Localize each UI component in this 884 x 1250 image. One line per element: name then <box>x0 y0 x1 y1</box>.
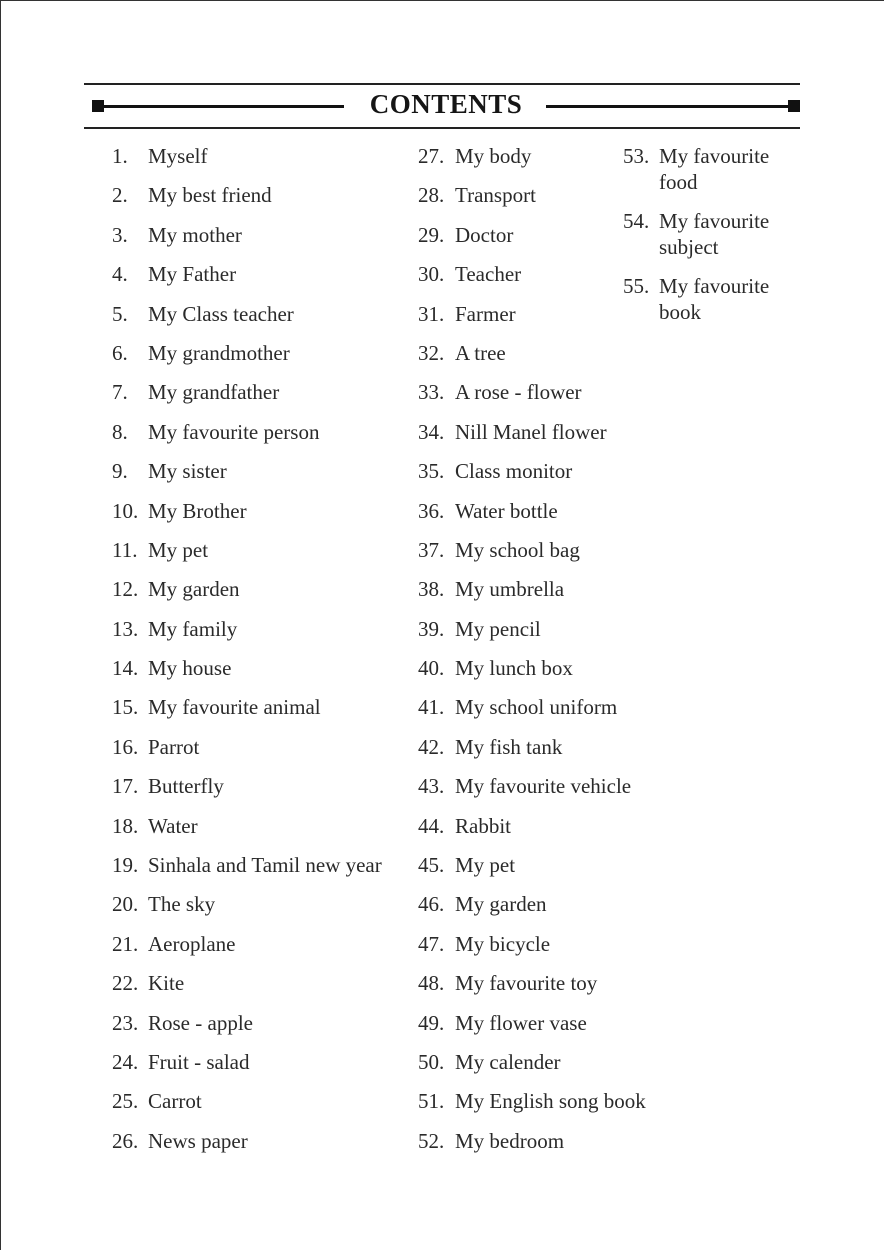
entry-label: My bedroom <box>455 1128 565 1153</box>
contents-entry <box>112 852 412 891</box>
entry-label: My favourite animal <box>148 695 321 720</box>
page-border-top <box>0 0 884 1</box>
contents-entry <box>418 616 668 655</box>
entry-label: My bicycle <box>455 931 551 956</box>
contents-entry <box>418 458 668 497</box>
entry-label: My mother <box>148 222 242 247</box>
entry-label: My school uniform <box>455 695 618 720</box>
entry-number: 5. <box>112 301 128 326</box>
contents-entry <box>112 616 412 655</box>
entry-number: 45. <box>418 853 445 878</box>
page-border-left <box>0 0 1 1250</box>
entry-number: 27. <box>418 144 445 168</box>
contents-entry <box>418 379 668 418</box>
contents-entry <box>418 970 668 1009</box>
contents-entry <box>112 1128 412 1167</box>
title-bar-right-cap <box>788 100 800 112</box>
contents-entry <box>418 1049 668 1088</box>
contents-entry <box>418 655 668 694</box>
entry-label: My Brother <box>148 498 247 523</box>
entry-number: 52. <box>418 1128 445 1153</box>
entry-label: The sky <box>148 892 216 917</box>
entry-number: 32. <box>418 340 445 365</box>
entry-label: My garden <box>455 892 547 917</box>
contents-entry <box>418 773 668 812</box>
entry-number: 51. <box>418 1089 445 1114</box>
title-bar-right-line <box>546 105 790 108</box>
entry-number: 13. <box>112 616 139 641</box>
entry-label: My favourite vehicle <box>455 774 632 799</box>
entry-number: 34. <box>418 419 445 444</box>
entry-number: 40. <box>418 656 445 681</box>
contents-entry <box>112 931 412 970</box>
entry-number: 37. <box>418 537 445 562</box>
contents-entry <box>112 182 412 221</box>
entry-number: 50. <box>418 1049 445 1074</box>
entry-label: Rose - apple <box>148 1010 253 1035</box>
entry-label: My umbrella <box>455 577 565 602</box>
entry-number: 12. <box>112 577 139 602</box>
contents-entry <box>112 458 412 497</box>
entry-number: 21. <box>112 931 139 956</box>
contents-entry <box>112 734 412 773</box>
entry-label: Water <box>148 813 198 838</box>
contents-entry <box>418 537 668 576</box>
entry-label: My best friend <box>148 183 272 208</box>
entry-number: 47. <box>418 931 445 956</box>
entry-number: 1. <box>112 144 128 168</box>
contents-column-1 <box>112 143 412 1167</box>
entry-label: Class monitor <box>455 459 573 484</box>
contents-entry <box>418 891 668 930</box>
entry-label: My favourite book <box>659 274 770 324</box>
entry-number: 54. <box>623 209 650 233</box>
entry-label: Butterfly <box>148 774 224 799</box>
entry-number: 49. <box>418 1010 445 1035</box>
entry-number: 10. <box>112 498 139 523</box>
contents-entry <box>418 576 668 615</box>
contents-entry <box>112 143 412 182</box>
header-top-rule <box>84 83 800 85</box>
contents-entry <box>112 1088 412 1127</box>
contents-entry <box>623 143 823 195</box>
title-bar <box>92 89 800 119</box>
entry-label: Water bottle <box>455 498 558 523</box>
contents-entry <box>418 1088 668 1127</box>
entry-number: 53. <box>623 144 650 168</box>
contents-entry <box>112 813 412 852</box>
entry-number: 6. <box>112 340 128 365</box>
entry-label: My favourite food <box>659 144 770 194</box>
entry-label: Kite <box>148 971 185 996</box>
entry-number: 42. <box>418 734 445 759</box>
contents-entry <box>418 340 668 379</box>
contents-entry <box>418 498 668 537</box>
entry-label: Farmer <box>455 301 516 326</box>
contents-entry <box>418 1010 668 1049</box>
entry-label: My grandmother <box>148 340 290 365</box>
entry-label: My calender <box>455 1049 561 1074</box>
contents-entry <box>112 773 412 812</box>
entry-number: 22. <box>112 971 139 996</box>
contents-entry <box>112 498 412 537</box>
entry-number: 36. <box>418 498 445 523</box>
entry-label: Fruit - salad <box>148 1049 250 1074</box>
entry-number: 39. <box>418 616 445 641</box>
contents-entry <box>418 694 668 733</box>
entry-number: 29. <box>418 222 445 247</box>
entry-number: 31. <box>418 301 445 326</box>
entry-number: 30. <box>418 262 445 287</box>
entry-number: 48. <box>418 971 445 996</box>
entry-number: 41. <box>418 695 445 720</box>
entry-number: 55. <box>623 274 650 298</box>
entry-label: My pet <box>148 537 209 562</box>
entry-label: My Father <box>148 262 237 287</box>
contents-entry <box>112 261 412 300</box>
entry-number: 23. <box>112 1010 139 1035</box>
entry-number: 3. <box>112 222 128 247</box>
entry-number: 43. <box>418 774 445 799</box>
contents-column-3 <box>623 143 823 338</box>
entry-number: 8. <box>112 419 128 444</box>
entry-number: 38. <box>418 577 445 602</box>
contents-entry <box>112 970 412 1009</box>
entry-number: 7. <box>112 380 128 405</box>
entry-label: A rose - flower <box>455 380 582 405</box>
contents-entry <box>112 537 412 576</box>
entry-number: 28. <box>418 183 445 208</box>
entry-number: 25. <box>112 1089 139 1114</box>
page-title: CONTENTS <box>369 89 523 119</box>
contents-entry <box>112 576 412 615</box>
entry-number: 14. <box>112 656 139 681</box>
contents-entry <box>112 694 412 733</box>
entry-number: 19. <box>112 853 139 878</box>
entry-label: My school bag <box>455 537 580 562</box>
header-bottom-rule <box>84 127 800 129</box>
contents-entry <box>112 340 412 379</box>
entry-number: 18. <box>112 813 139 838</box>
entry-number: 46. <box>418 892 445 917</box>
contents-entry <box>112 1049 412 1088</box>
entry-label: Aeroplane <box>148 931 236 956</box>
entry-label: My family <box>148 616 238 641</box>
contents-entry <box>112 891 412 930</box>
contents-entry <box>112 379 412 418</box>
entry-label: Myself <box>148 144 208 168</box>
entry-label: My sister <box>148 459 227 484</box>
entry-number: 20. <box>112 892 139 917</box>
entry-number: 16. <box>112 734 139 759</box>
entry-label: My pencil <box>455 616 541 641</box>
entry-label: Carrot <box>148 1089 202 1114</box>
contents-entry <box>418 734 668 773</box>
contents-entry <box>418 931 668 970</box>
contents-entry <box>418 419 668 458</box>
entry-number: 9. <box>112 459 128 484</box>
contents-entry <box>418 1128 668 1167</box>
entry-label: My favourite toy <box>455 971 598 996</box>
entry-label: Parrot <box>148 734 200 759</box>
entry-number: 2. <box>112 183 128 208</box>
entry-label: News paper <box>148 1128 248 1153</box>
entry-label: My grandfather <box>148 380 280 405</box>
contents-entry <box>418 852 668 891</box>
entry-label: My lunch box <box>455 656 573 681</box>
entry-label: My English song book <box>455 1089 646 1114</box>
entry-number: 17. <box>112 774 139 799</box>
entry-number: 44. <box>418 813 445 838</box>
entry-number: 24. <box>112 1049 139 1074</box>
entry-number: 35. <box>418 459 445 484</box>
entry-label: Transport <box>455 183 536 208</box>
contents-entry <box>112 1010 412 1049</box>
entry-label: My garden <box>148 577 240 602</box>
entry-number: 4. <box>112 262 128 287</box>
contents-entry <box>418 813 668 852</box>
contents-entry <box>112 419 412 458</box>
contents-entry <box>623 273 823 325</box>
contents-entry <box>623 208 823 260</box>
entry-label: My pet <box>455 853 516 878</box>
contents-entry <box>112 301 412 340</box>
entry-label: A tree <box>455 340 506 365</box>
entry-label: My Class teacher <box>148 301 294 326</box>
entry-label: My favourite subject <box>659 209 770 259</box>
entry-label: Teacher <box>455 262 522 287</box>
entry-number: 15. <box>112 695 139 720</box>
entry-label: Doctor <box>455 222 514 247</box>
entry-label: My favourite person <box>148 419 320 444</box>
entry-label: My body <box>455 144 532 168</box>
entry-label: My flower vase <box>455 1010 587 1035</box>
entry-label: My fish tank <box>455 734 563 759</box>
contents-entry <box>112 222 412 261</box>
entry-label: My house <box>148 656 232 681</box>
entry-number: 26. <box>112 1128 139 1153</box>
entry-number: 33. <box>418 380 445 405</box>
contents-entry <box>112 655 412 694</box>
entry-label: Sinhala and Tamil new year <box>148 853 382 878</box>
entry-number: 11. <box>112 537 138 562</box>
entry-label: Nill Manel flower <box>455 419 607 444</box>
entry-label: Rabbit <box>455 813 511 838</box>
title-bar-left-line <box>98 105 344 108</box>
